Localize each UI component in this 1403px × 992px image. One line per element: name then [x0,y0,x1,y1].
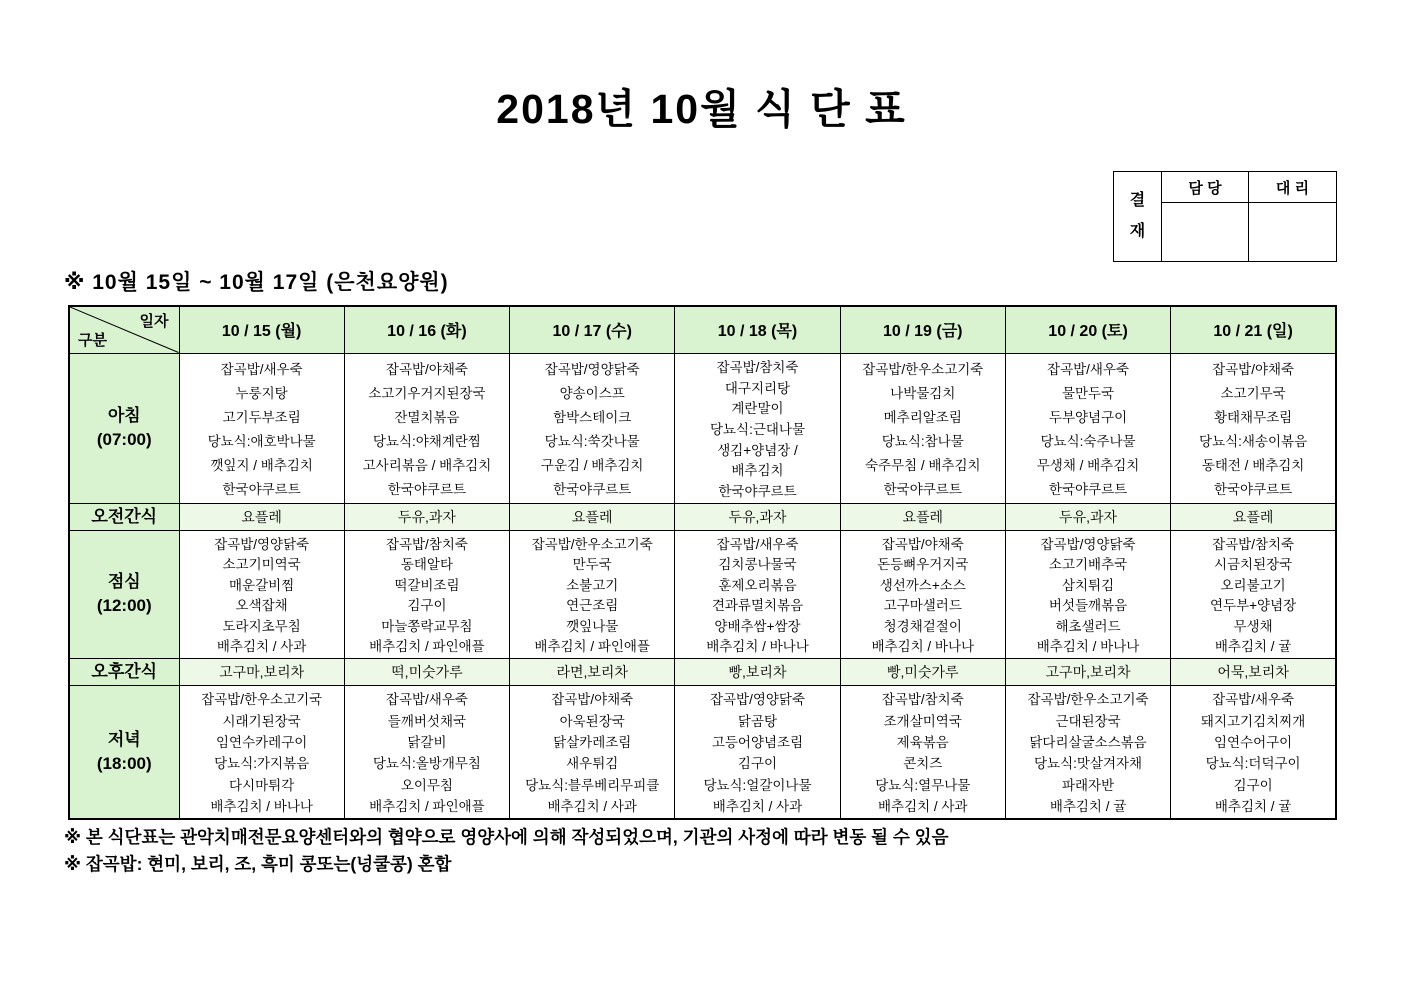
menu-item: 생김+양념장 / [717,442,798,458]
approval-stamp-label: 결재 [1129,192,1146,240]
menu-cell [344,685,509,819]
row-label-아침: 아침 (07:00) [69,353,179,503]
menu-item: 잡곡밥/참치죽 [881,692,964,708]
snack-cell: 떡,미숫가루 [344,658,509,685]
menu-cell [675,353,840,503]
menu-cell [840,530,1005,658]
meal-plan-body [69,353,1336,819]
menu-item: 무생채 [1233,618,1273,634]
snack-cell: 요플레 [1171,503,1336,530]
snack-cell: 요플레 [179,503,344,530]
menu-item: 배추김치 / 사과 [878,799,968,815]
menu-item: 숙주무침 / 배추김치 [864,458,981,474]
row-meal-0 [69,353,1336,503]
meal-plan-table [68,305,1337,820]
snack-cell: 빵,미숫가루 [840,658,1005,685]
snack-cell: 고구마,보리차 [1005,658,1170,685]
snack-cell: 어묵,보리차 [1171,658,1336,685]
menu-item: 제육볶음 [896,735,949,751]
snack-cell: 라면,보리차 [510,658,675,685]
menu-item: 당뇨식:더덕구이 [1205,756,1301,772]
menu-item: 잡곡밥/야채죽 [1212,361,1295,377]
menu-item: 양송이스프 [559,385,625,401]
menu-cell [1171,685,1336,819]
menu-item: 아욱된장국 [559,713,625,729]
approval-sign-cell-manager [1162,203,1249,261]
day-header-tue: 10 / 16 (화) [344,306,509,353]
row-label-오후간식: 오후간식 [69,658,179,685]
menu-item: 오이무침 [400,777,453,793]
menu-item: 물만두국 [1061,385,1115,401]
menu-item: 배추김치 / 사과 [712,799,803,815]
menu-item: 닭다리살굴소스볶음 [1029,735,1147,751]
snack-cell: 요플레 [510,503,675,530]
menu-item: 만두국 [572,557,612,573]
menu-item: 누룽지탕 [235,385,288,401]
menu-item: 잡곡밥/한우소고기죽 [862,361,984,377]
menu-item: 해초샐러드 [1055,618,1121,634]
menu-item: 당뇨식:열무나물 [875,777,971,793]
approval-col-deputy: 대 리 [1249,172,1336,203]
menu-cell [1171,353,1336,503]
menu-item: 떡갈비조림 [394,577,460,593]
menu-item: 배추김치 / 바나나 [1036,639,1140,655]
menu-item: 생선까스+소스 [879,577,966,593]
menu-item: 배추김치 / 귤 [1049,799,1127,815]
approval-stamp-cell [1114,172,1162,261]
menu-item: 깻잎지 / 배추김치 [210,458,313,474]
menu-item: 대구지리탕 [724,380,791,396]
menu-cell [1171,530,1336,658]
menu-item: 잡곡밥/영양닭죽 [214,536,310,552]
approval-sign-cell-deputy [1249,203,1336,261]
menu-item: 삼치튀김 [1061,577,1115,593]
menu-cell [510,685,675,819]
menu-item: 연두부+양념장 [1210,598,1297,614]
menu-item: 근대된장국 [1055,713,1121,729]
footer-notes [64,824,948,878]
menu-item: 당뇨식:근대나물 [709,422,805,437]
menu-item: 당뇨식:야채계란찜 [372,434,481,450]
day-header-sat: 10 / 20 (토) [1005,306,1170,353]
menu-item: 잡곡밥/영양닭죽 [544,361,640,377]
approval-col-manager: 담 당 [1162,172,1249,203]
menu-item: 잡곡밥/참치죽 [1212,536,1295,552]
day-header-sun: 10 / 21 (일) [1171,306,1336,353]
menu-item: 훈제오리볶음 [718,577,797,593]
menu-item: 잡곡밥/새우죽 [716,536,799,552]
menu-item: 동태알타 [400,557,453,573]
menu-item: 한국야쿠르트 [718,484,797,500]
menu-item: 김구이 [407,598,447,614]
menu-cell [675,685,840,819]
menu-item: 잡곡밥/한우소고기국 [201,692,323,708]
menu-item: 당뇨식:애호박나물 [207,434,316,450]
menu-item: 매운갈비찜 [229,577,295,593]
menu-item: 조개살미역국 [883,713,962,729]
menu-item: 배추김치 / 파인애플 [369,799,485,815]
snack-cell: 요플레 [840,503,1005,530]
corner-label-date: 일자 [139,313,169,330]
menu-item: 잡곡밥/새우죽 [1047,361,1130,377]
menu-item: 메추리알조림 [883,409,962,425]
approval-box [1113,171,1337,262]
menu-item: 배추김치 / 파인애플 [534,639,650,655]
menu-item: 한국야쿠르트 [553,482,632,498]
menu-item: 도라지초무침 [222,618,301,634]
corner-cell [69,306,179,353]
menu-item: 닭갈비 [407,735,447,751]
menu-item: 마늘쫑락교무침 [381,618,473,634]
menu-item: 고구마샐러드 [883,598,962,614]
menu-item: 한국야쿠르트 [1048,482,1128,498]
menu-item: 콘치즈 [903,756,943,772]
menu-item: 닭살카레조림 [553,735,632,751]
menu-item: 무생채 / 배추김치 [1036,458,1140,474]
menu-item: 한국야쿠르트 [387,482,467,498]
menu-cell [179,530,344,658]
menu-item: 잡곡밥/참치죽 [716,359,799,375]
day-header-thu: 10 / 18 (목) [675,306,840,353]
menu-item: 소불고기 [566,577,619,593]
menu-item: 함박스테이크 [553,409,632,425]
menu-item: 새우튀김 [566,756,619,772]
row-meal-4 [69,685,1336,819]
menu-cell [510,530,675,658]
menu-item: 배추김치 / 귤 [1214,639,1292,655]
menu-item: 당뇨식:얼갈이나물 [703,777,812,793]
menu-item: 잡곡밥/참치죽 [385,536,468,552]
menu-cell [179,353,344,503]
row-label-저녁: 저녁 (18:00) [69,685,179,819]
menu-item: 돈등뼈우거지국 [877,557,969,573]
menu-item: 잡곡밥/새우죽 [385,692,468,708]
snack-cell: 고구마,보리차 [179,658,344,685]
menu-item: 잔멸치볶음 [394,409,460,425]
day-header-fri: 10 / 19 (금) [840,306,1005,353]
menu-item: 당뇨식:블루베리무피클 [525,777,660,793]
row-label-점심: 점심 (12:00) [69,530,179,658]
menu-item: 당뇨식:가지볶음 [214,756,310,772]
menu-item: 한국야쿠르트 [1213,482,1293,498]
menu-item: 배추김치 / 사과 [216,639,307,655]
menu-item: 배추김치 / 사과 [547,799,637,815]
menu-item: 당뇨식:새송이볶음 [1199,434,1308,450]
menu-cell [1005,353,1170,503]
menu-item: 배추김치 / 귤 [1214,799,1292,815]
menu-item: 잡곡밥/야채죽 [551,692,634,708]
snack-cell: 두유,과자 [1005,503,1170,530]
menu-item: 당뇨식:맛살겨자채 [1034,756,1143,772]
menu-item: 한국야쿠르트 [222,482,301,498]
snack-cell: 빵,보리차 [675,658,840,685]
menu-item: 잡곡밥/야채죽 [881,536,964,552]
row-meal-2 [69,530,1336,658]
menu-item: 잡곡밥/새우죽 [220,361,303,377]
menu-item: 임연수카레구이 [215,735,308,751]
menu-cell [840,685,1005,819]
menu-item: 오리불고기 [1220,577,1286,593]
approval-grid [1162,172,1336,261]
menu-item: 배추김치 / 바나나 [706,639,809,655]
menu-item: 오색잡채 [235,598,288,614]
menu-item: 구운김 / 배추김치 [540,458,644,474]
menu-item: 잡곡밥/한우소고기죽 [531,536,653,552]
header-row [69,306,1336,353]
menu-item: 배추김치 / 바나나 [210,799,313,815]
row-label-오전간식: 오전간식 [69,503,179,530]
menu-cell [1005,685,1170,819]
footer-note-1: ※ 본 식단표는 관악치매전문요양센터와의 협약으로 영양사에 의해 작성되었으며, 기관의 사정에 따라 변동 될 수 있음 [64,827,949,847]
menu-item: 배추김치 / 파인애플 [369,639,485,655]
menu-item: 김구이 [1233,777,1273,793]
menu-item: 깻잎나물 [566,618,619,634]
menu-item: 잡곡밥/한우소고기죽 [1027,692,1149,708]
menu-item: 들깨버섯채국 [387,713,467,729]
menu-item: 김구이 [737,756,778,772]
menu-item: 고사리볶음 / 배추김치 [362,458,492,474]
menu-item: 당뇨식:숙주나물 [1040,434,1136,450]
menu-item: 당뇨식:쑥갓나물 [544,434,640,450]
day-header-mon: 10 / 15 (월) [179,306,344,353]
menu-item: 청경채겉절이 [883,618,962,634]
date-range-subtitle: ※ 10월 15일 ~ 10월 17일 (은천요양원) [64,271,449,294]
menu-item: 연근조림 [566,598,619,614]
menu-item: 고기두부조림 [222,409,301,425]
menu-item: 두부양념구이 [1048,409,1128,425]
footer-note-2: ※ 잡곡밥: 현미, 보리, 조, 흑미 콩또는(넝쿨콩) 혼합 [64,854,452,874]
menu-item: 버섯들깨볶음 [1048,598,1128,614]
menu-cell [179,685,344,819]
menu-item: 시래기된장국 [222,713,301,729]
menu-item: 당뇨식:참나물 [881,434,964,450]
menu-item: 배추김치 / 바나나 [871,639,975,655]
menu-item: 나박물김치 [890,385,956,401]
row-snack-1 [69,503,1336,530]
menu-item: 고등어양념조림 [711,735,804,751]
menu-item: 황태채무조림 [1213,409,1293,425]
menu-item: 배추김치 [731,463,784,479]
snack-cell: 두유,과자 [675,503,840,530]
menu-cell [344,353,509,503]
menu-item: 소고기미역국 [222,557,301,573]
menu-item: 계란말이 [731,401,784,417]
menu-cell [1005,530,1170,658]
menu-item: 다시마튀각 [229,777,295,793]
menu-item: 소고기무국 [1220,385,1286,401]
menu-item: 돼지고기김치찌개 [1200,713,1306,729]
menu-item: 잡곡밥/영양닭죽 [709,692,805,708]
menu-item: 파래자반 [1061,777,1115,793]
menu-item: 임연수어구이 [1213,735,1293,751]
menu-item: 잡곡밥/새우죽 [1212,692,1295,708]
day-header-wed: 10 / 17 (수) [510,306,675,353]
snack-cell: 두유,과자 [344,503,509,530]
page-title: 2018년 10월 식 단 표 [496,86,907,132]
menu-item: 소고기배추국 [1048,557,1128,573]
menu-item: 닭곰탕 [737,713,778,729]
corner-label-category: 구분 [78,331,107,349]
row-snack-3 [69,658,1336,685]
menu-item: 양배추쌈+쌈장 [714,618,801,634]
menu-cell [344,530,509,658]
menu-item: 김치콩나물국 [718,557,797,573]
menu-item: 시금치된장국 [1213,557,1293,573]
menu-item: 당뇨식:올방개무침 [372,756,481,772]
menu-item: 한국야쿠르트 [883,482,962,498]
menu-item: 잡곡밥/야채죽 [385,361,468,377]
menu-cell [840,353,1005,503]
menu-item: 잡곡밥/영양닭죽 [1040,536,1136,552]
menu-item: 동태전 / 배추김치 [1201,458,1305,474]
menu-cell [675,530,840,658]
menu-cell [510,353,675,503]
menu-item: 소고기우거지된장국 [368,385,486,401]
menu-item: 견과류멸치볶음 [711,598,804,614]
